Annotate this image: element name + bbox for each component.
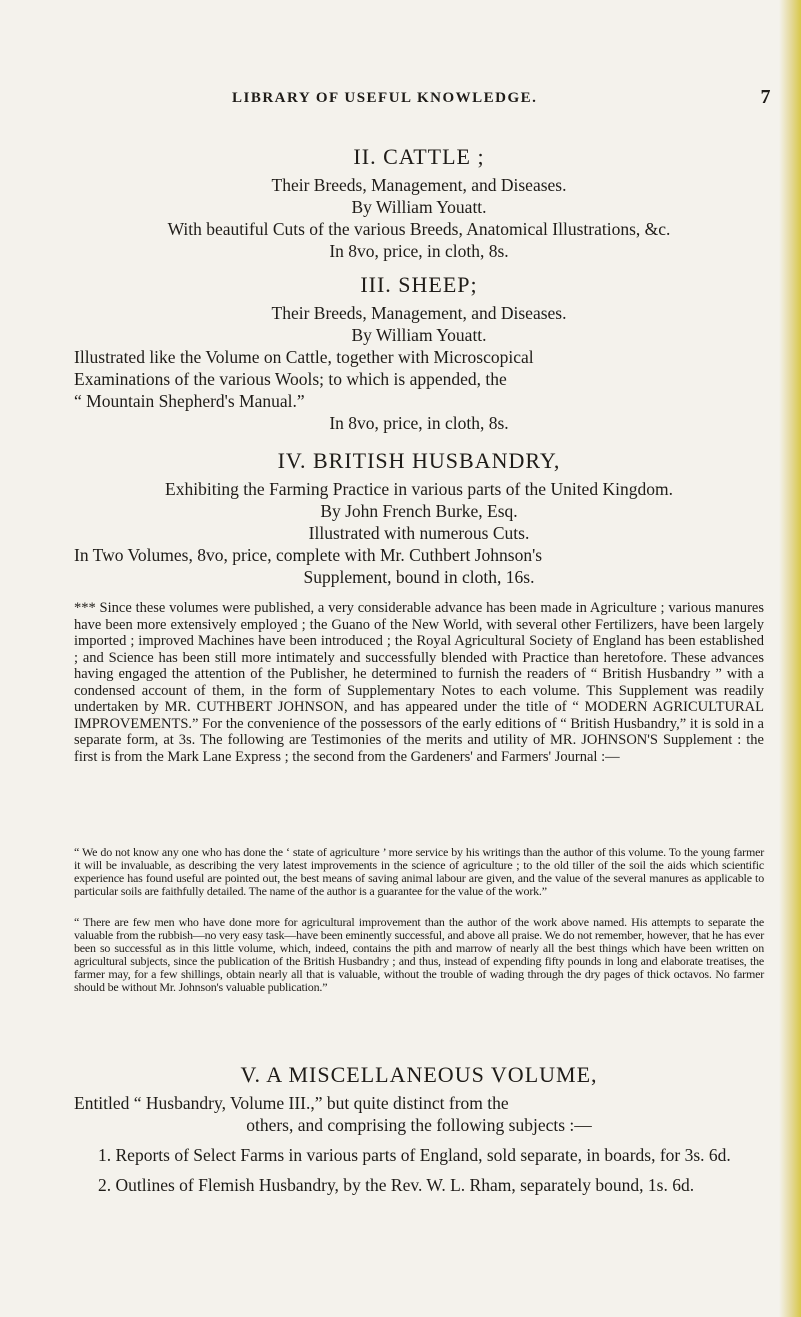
section-description: Examinations of the various Wools; to which is appended, the bbox=[74, 369, 507, 389]
section-description: With beautiful Cuts of the various Breeds, Anatomical Illustrations, &c. bbox=[167, 219, 671, 239]
section-subtitle: Exhibiting the Farming Practice in various parts of the United Kingdom. bbox=[165, 479, 673, 499]
review-quote: “ There are few men who have done more for agricultural improvement than the author of the work above named. His attempts to separate the valuable from the rubbish—no very easy task—have been eminently successful, and above all praise. We do not remember, however, that he has ever been so successful as in this little volume, which, indeed, contains the pith and marrow of nearly all the best things which have been written on agricultural subjects, since the publication of the British Husbandry ; and thus, instead of expending fifty pounds in long and elaborate treatises, the farmer may, for a few shillings, obtain nearly all that is valuable, without the trouble of wading through the dry pages of thick octavos. No farmer should be without Mr. Johnson's valuable publication.” bbox=[74, 915, 764, 994]
section-description: Illustrated like the Volume on Cattle, together with Microscopical bbox=[74, 347, 534, 367]
section-price: In 8vo, price, in cloth, 8s. bbox=[329, 413, 509, 433]
supplement-note: *** Since these volumes were published, a very considerable advance has been made in Agriculture ; various manures have been more extensively employed ; the Guano of the New World, with several other Fertilizers, have been largely imported ; improved Machines have been introduced ; the Royal Agricultural Society of England has been established ; and Science has been still more intimately and successfully blended with Practice than heretofore. These advances having engaged the attention of the Publisher, he determined to furnish the readers of “ British Husbandry ” with a condensed account of them, in the form of Supplementary Notes to each volume. This Supplement was readily undertaken by MR. CUTHBERT JOHNSON, and has appeared under the title of “ MODERN AGRICULTURAL IMPROVEMENTS.” For the convenience of the possessors of the early editions of “ British Husbandry,” it is sold in a separate form, at 3s. The following are Testimonies of the merits and utility of MR. JOHNSON'S Supplement : the first is from the Mark Lane Express ; the second from the Gardeners' and Farmers' Journal :— bbox=[74, 600, 764, 765]
section-husbandry bbox=[74, 448, 764, 588]
section-description: “ Mountain Shepherd's Manual.” bbox=[74, 391, 305, 411]
section-heading: IV. BRITISH HUSBANDRY, bbox=[277, 448, 561, 473]
section-description: Illustrated with numerous Cuts. bbox=[308, 523, 530, 543]
section-description: Entitled “ Husbandry, Volume III.,” but quite distinct from the bbox=[74, 1093, 509, 1113]
review-quote: “ We do not know any one who has done the ‘ state of agriculture ’ more service by his writings than the author of this volume. To the young farmer it will be invaluable, as describing the very latest improvements in the science of agriculture ; to the old tiller of the soil the aids which scientific experience has found useful are pointed out, the best means of saving animal labour are given, and the value of the several manures as applicable to particular soils are faithfully detailed. The name of the author is a guarantee for the value of the work.” bbox=[74, 845, 764, 898]
section-subtitle: Their Breeds, Management, and Diseases. bbox=[271, 303, 567, 323]
section-subtitle: Their Breeds, Management, and Diseases. bbox=[271, 175, 567, 195]
section-price: Supplement, bound in cloth, 16s. bbox=[303, 567, 535, 587]
section-description: In Two Volumes, 8vo, price, complete with Mr. Cuthbert Johnson's bbox=[74, 545, 543, 565]
section-heading: III. SHEEP; bbox=[360, 272, 478, 297]
page-edge bbox=[779, 0, 801, 1317]
section-cattle bbox=[74, 144, 764, 262]
section-author: By John French Burke, Esq. bbox=[320, 501, 518, 521]
section-description: others, and comprising the following subjects :— bbox=[246, 1115, 592, 1135]
section-author: By William Youatt. bbox=[351, 325, 487, 345]
list-item: 1. Reports of Select Farms in various parts of England, sold separate, in boards, for 3s. 6d. bbox=[98, 1145, 731, 1165]
section-miscellaneous bbox=[74, 1062, 764, 1196]
section-author: By William Youatt. bbox=[351, 197, 487, 217]
section-sheep bbox=[74, 272, 764, 434]
section-price: In 8vo, price, in cloth, 8s. bbox=[329, 241, 509, 261]
running-head-title: LIBRARY OF USEFUL KNOWLEDGE. bbox=[232, 90, 538, 106]
page-number: 7 bbox=[760, 86, 772, 108]
list-item: 2. Outlines of Flemish Husbandry, by the Rev. W. L. Rham, separately bound, 1s. 6d. bbox=[98, 1175, 695, 1195]
section-heading: II. CATTLE ; bbox=[353, 144, 485, 169]
section-heading: V. A MISCELLANEOUS VOLUME, bbox=[240, 1062, 598, 1087]
